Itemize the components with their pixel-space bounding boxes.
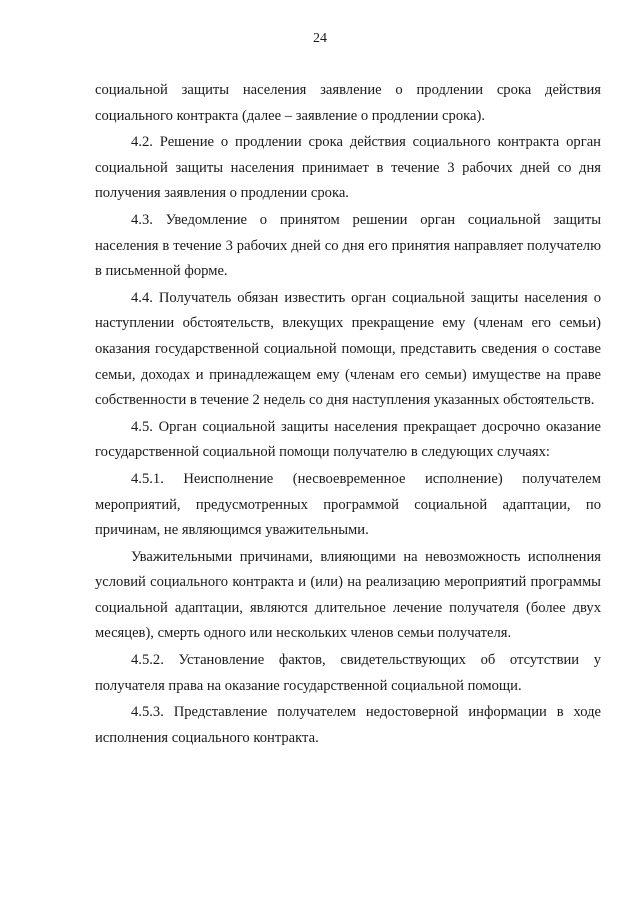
paragraph-4-5-1: 4.5.1. Неисполнение (несвоевременное исполнение) получателем мероприятий, предусмотренных программой социальной адаптации, по причинам, не являющимся уважительными.	[95, 470, 601, 539]
paragraph-4-5: 4.5. Орган социальной защиты населения прекращает досрочно оказание государственной социальной помощи получателю в следующих случаях:	[95, 418, 601, 461]
paragraph-4-4: 4.4. Получатель обязан известить орган социальной защиты населения о наступлении обстоятельств, влекущих прекращение ему (членам его семьи) оказания государственной социальной помощи, представить сведения о составе семьи, доходах и принадлежащем ему (членам его семьи) имуществе на праве собственности в течение 2 недель со дня наступления указанных обстоятельств.	[95, 289, 601, 409]
page-number: 24	[313, 31, 327, 46]
paragraph-continuation: социальной защиты населения заявление о продлении срока действия социального контракта (далее – заявление о продлении срока).	[95, 82, 601, 124]
paragraph-valid-reasons: Уважительными причинами, влияющими на невозможность исполнения условий социального контракта и (или) на реализацию мероприятий программы социальной адаптации, являются длительное лечение получателя (более двух месяцев), смерть одного или нескольких членов семьи получателя.	[95, 548, 601, 642]
paragraph-4-2: 4.2. Решение о продлении срока действия социального контракта орган социальной защиты населения принимает в течение 3 рабочих дней со дня получения заявления о продлении срока.	[95, 134, 601, 202]
paragraph-4-3: 4.3. Уведомление о принятом решении орган социальной защиты населения в течение 3 рабочих дней со дня его принятия направляет получателю в письменной форме.	[95, 211, 601, 280]
document-body	[95, 78, 601, 751]
paragraph-4-5-3: 4.5.3. Представление получателем недостоверной информации в ходе исполнения социального контракта.	[95, 704, 601, 746]
paragraph-4-5-2: 4.5.2. Установление фактов, свидетельствующих об отсутствии у получателя права на оказание государственной социальной помощи.	[95, 652, 601, 694]
